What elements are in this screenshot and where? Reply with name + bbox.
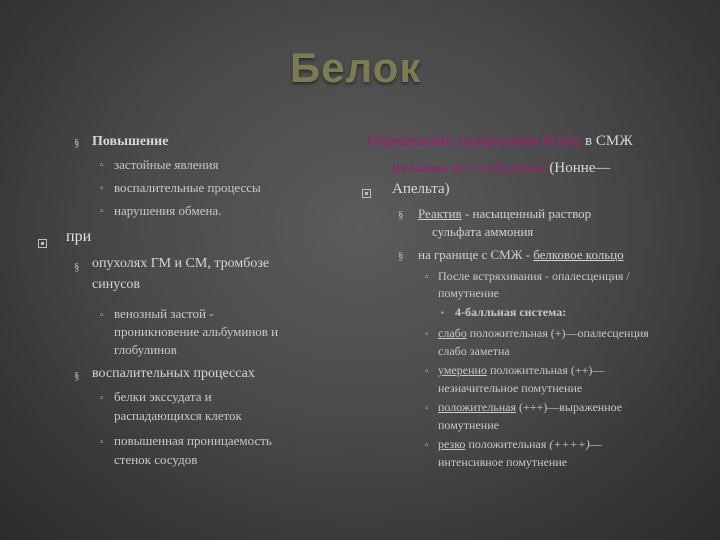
exudate-line2: распадающихся клеток — [114, 408, 242, 423]
positive-line2: помутнение — [438, 418, 499, 432]
bullet-icon: ▫ — [425, 440, 429, 451]
bullet-icon: ▫ — [100, 206, 104, 217]
venous-line2: проникновение альбуминов и — [114, 324, 279, 339]
shake-line1: После встряхивания - опалесценция / — [438, 269, 630, 283]
square-bullet-icon — [362, 189, 371, 198]
bullet-icon: § — [74, 137, 80, 149]
slide-title: Белок — [290, 44, 422, 91]
shake-line2: помутнение — [438, 286, 499, 300]
reaction-line2: Апельта) — [392, 181, 450, 197]
bullet-icon: ▫ — [100, 160, 104, 171]
inflam-label: воспалительных процессах — [92, 366, 255, 381]
moderate-line2: незначительное помутнение — [438, 381, 583, 395]
scale-label: 4-балльная система: — [455, 305, 567, 319]
sharp-line1: резко положительная (++++)— — [438, 437, 602, 451]
bullet-icon: § — [398, 209, 404, 221]
venous-line3: глобулинов — [114, 342, 177, 357]
list-item: застойные явления — [114, 157, 219, 172]
bullet-icon: ▫ — [100, 310, 104, 321]
increase-label: Повышение — [92, 134, 169, 149]
reagent-line2: сульфата аммония — [432, 224, 534, 239]
bullet-icon: § — [398, 250, 404, 262]
bullet-icon: ▫ — [425, 329, 429, 340]
small-bullet-icon: ▪ — [441, 308, 444, 317]
permeability-line2: стенок сосудов — [114, 452, 198, 467]
bullet-icon: ▫ — [425, 403, 429, 414]
bullet-icon: § — [74, 261, 80, 273]
exudate-line1: белки экссудата и — [114, 389, 212, 404]
bullet-icon: ▫ — [425, 272, 429, 283]
weak-line2: слабо заметна — [438, 344, 510, 358]
permeability-line1: повышенная проницаемость — [114, 433, 272, 448]
list-item: воспалительные процессы — [114, 180, 261, 195]
venous-line1: венозный застой - — [114, 306, 214, 321]
reagent-line1: Реактив - насыщенный раствор — [418, 206, 592, 221]
moderate-line1: умеренно положительная (++)— — [438, 363, 605, 377]
reagent-link[interactable]: Реактив — [418, 206, 462, 221]
bullet-icon: ▫ — [425, 366, 429, 377]
protein-ring-link[interactable]: белковое кольцо — [533, 247, 624, 262]
bullet-icon: § — [74, 370, 80, 382]
reaction-line1: реакция на глобулины (Нонне— — [392, 160, 611, 176]
square-bullet-icon — [38, 239, 47, 248]
bullet-icon: ▫ — [100, 437, 104, 448]
tumors-line1: опухолях ГМ и СМ, тромбозе — [92, 256, 270, 271]
definition-heading: Определение содержания белка в СМЖ — [367, 133, 633, 149]
border-line: на границе с СМЖ - белковое кольцо — [418, 247, 624, 262]
tumors-line2: синусов — [92, 277, 141, 292]
list-item: нарушения обмена. — [114, 203, 222, 218]
weak-line1: слабо положительная (+)—опалесценция — [438, 326, 649, 340]
bullet-icon: ▫ — [100, 393, 104, 404]
positive-line1: положительная (+++)—выраженное — [438, 400, 623, 414]
bullet-icon: ▫ — [100, 183, 104, 194]
sharp-line2: интенсивное помутнение — [438, 455, 568, 469]
when-label: при — [66, 228, 92, 245]
